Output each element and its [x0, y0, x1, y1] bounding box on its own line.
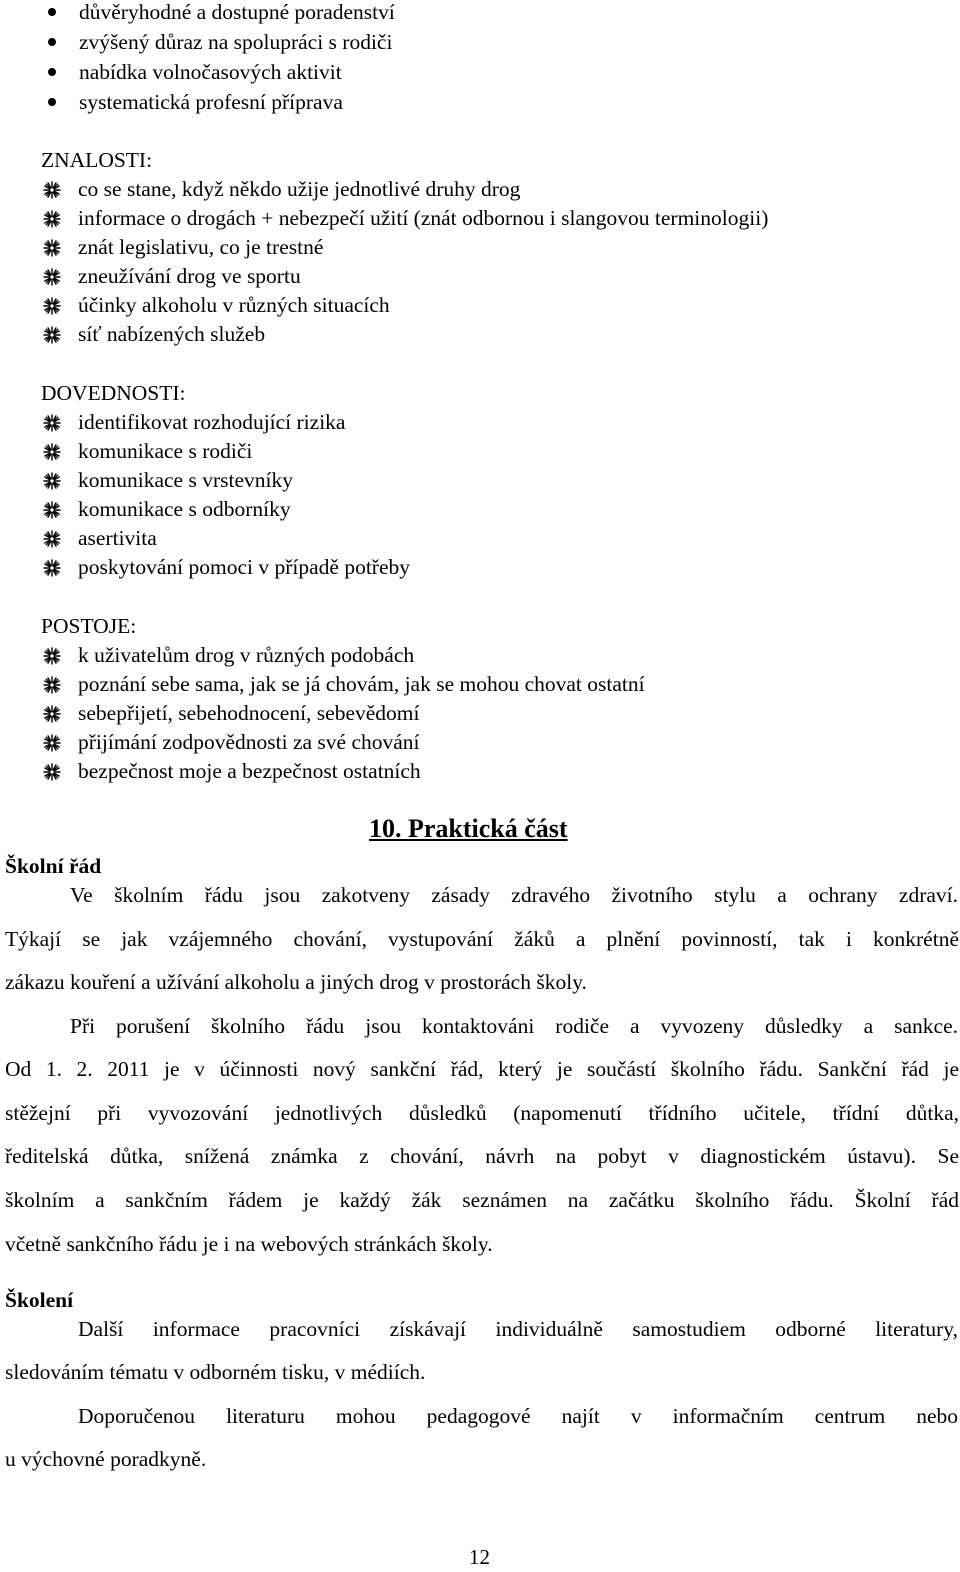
star-bullet-icon: [43, 181, 61, 199]
star-bullet-icon: [43, 647, 61, 665]
star-bullet-icon: [43, 472, 61, 490]
star-bullet-icon: [43, 414, 61, 432]
star-bullet-icon: [43, 530, 61, 548]
paragraph-line: Při porušení školního řádu jsou kontaktováni rodiče a vyvozeny důsledky a sankce.: [70, 1014, 958, 1038]
star-bullet-icon: [43, 239, 61, 257]
star-bullet-icon: [43, 734, 61, 752]
paragraph-line: stěžejní při vyvozování jednotlivých důsledků (napomenutí třídního učitele, třídní důtka,: [5, 1101, 959, 1125]
section-heading-skoleni: Školení: [5, 1288, 74, 1312]
section-heading-dovednosti: DOVEDNOSTI:: [41, 381, 186, 405]
section-heading-skolni-rad: Školní řád: [5, 854, 102, 878]
paragraph-line: sledováním tématu v odborném tisku, v médiích.: [5, 1360, 426, 1384]
paragraph-line: zákazu kouření a užívání alkoholu a jiných drog v prostorách školy.: [5, 970, 587, 994]
star-bullet-icon: [43, 501, 61, 519]
star-bullet-icon: [43, 559, 61, 577]
paragraph-line: Další informace pracovníci získávají individuálně samostudiem odborné literatury,: [78, 1317, 958, 1341]
section-heading-postoje: POSTOJE:: [41, 614, 137, 638]
page-number: 12: [469, 1545, 490, 1569]
paragraph-line: školním a sankčním řádem je každý žák seznámen na začátku školního řádu. Školní řád: [5, 1188, 959, 1212]
paragraph-line: Od 1. 2. 2011 je v účinnosti nový sankční řád, který je součástí školního řádu. Sankční řád je: [5, 1057, 959, 1081]
chapter-title: 10. Praktická část: [369, 814, 568, 843]
star-bullet-icon: [43, 210, 61, 228]
star-bullet-icon: [43, 268, 61, 286]
star-bullet-icon: [43, 297, 61, 315]
bullet-dot-icon: [48, 38, 56, 46]
star-bullet-icon: [43, 705, 61, 723]
section-heading-znalosti: ZNALOSTI:: [41, 148, 153, 172]
star-bullet-icon: [43, 443, 61, 461]
bullet-dot-icon: [48, 68, 56, 76]
paragraph-line: Doporučenou literaturu mohou pedagogové najít v informačním centrum nebo: [78, 1404, 958, 1428]
paragraph-line: ředitelská důtka, snížená známka z chování, návrh na pobyt v diagnostickém ústavu). Se: [5, 1144, 959, 1168]
paragraph-line: Týkají se jak vzájemného chování, vystupování žáků a plnění povinností, tak i konkrétně: [5, 927, 959, 951]
star-bullet-icon: [43, 763, 61, 781]
star-bullet-icon: [43, 676, 61, 694]
paragraph-line: Ve školním řádu jsou zakotveny zásady zdravého životního stylu a ochrany zdraví.: [70, 883, 958, 907]
bullet-dot-icon: [48, 98, 56, 106]
paragraph-line: včetně sankčního řádu je i na webových stránkách školy.: [5, 1232, 493, 1256]
bullet-dot-icon: [48, 8, 56, 16]
paragraph-line: u výchovné poradkyně.: [5, 1447, 207, 1471]
star-bullet-icon: [43, 326, 61, 344]
